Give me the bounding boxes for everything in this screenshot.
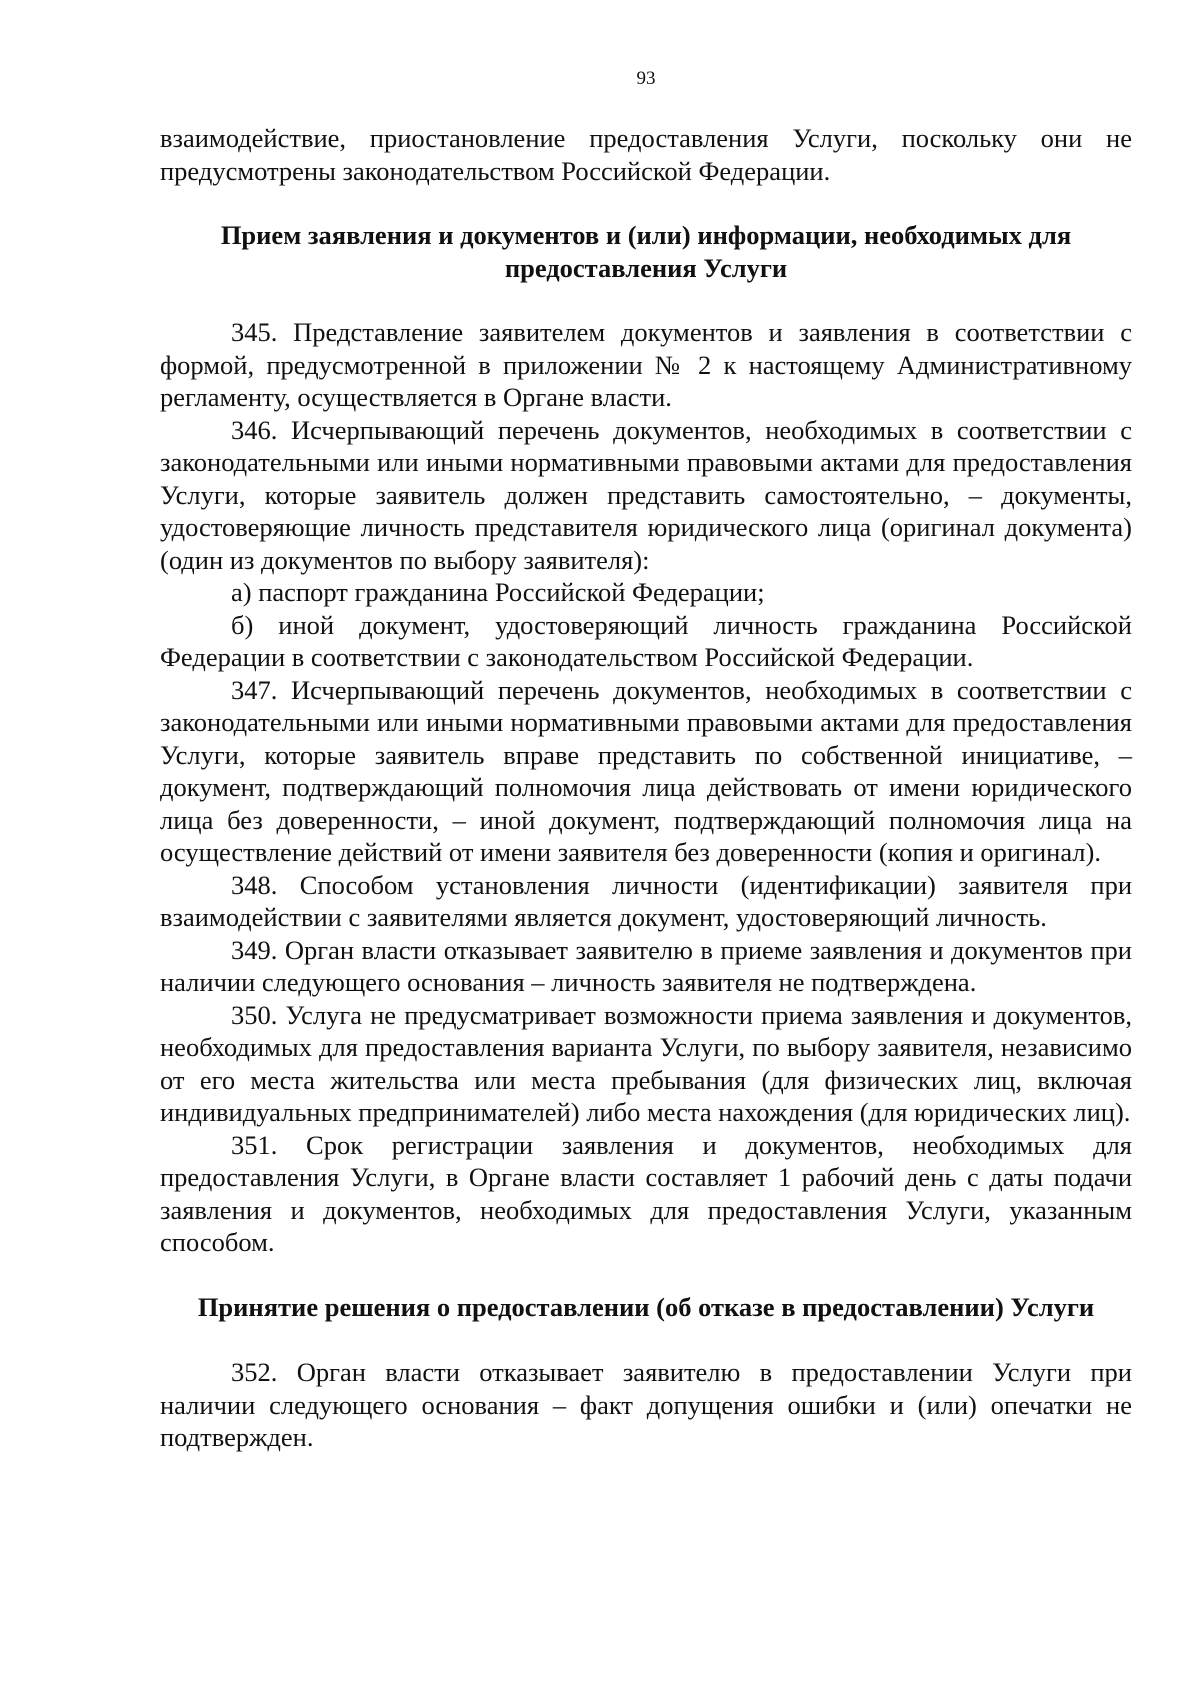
paragraph-352: 352. Орган власти отказывает заявителю в предоставлении Услуги при наличии следующего основания – факт допущения ошибки и (или) опечатки не подтвержден. <box>160 1357 1132 1452</box>
paragraph-351: 351. Срок регистрации заявления и документов, необходимых для предоставления Услуги, в Органе власти составляет 1 рабочий день с даты подачи заявления и документов, необходимых для предоставления Услуги, указанным способом. <box>160 1129 1132 1257</box>
section-heading-application-intake: Прием заявления и документов и (или) информации, необходимых для предоставления Услуги <box>220 220 1072 283</box>
document-page <box>160 60 1132 1454</box>
paragraph-350: 350. Услуга не предусматривает возможности приема заявления и документов, необходимых для предоставления варианта Услуги, по выбору заявителя, независимо от его места жительства или места пребывания (для физических лиц, включая индивидуальных предпринимателей) либо места нахождения (для юридических лиц). <box>160 999 1132 1127</box>
page-number: 93 <box>636 68 656 89</box>
list-item-a: а) паспорт гражданина Российской Федерации; <box>231 577 765 607</box>
paragraph-348: 348. Способом установления личности (идентификации) заявителя при взаимодействии с заявителями является документ, удостоверяющий личность. <box>160 869 1132 932</box>
paragraph-349: 349. Орган власти отказывает заявителю в приеме заявления и документов при наличии следующего основания – личность заявителя не подтверждена. <box>160 934 1132 997</box>
intro-paragraph: взаимодействие, приостановление предоставления Услуги, поскольку они не предусмотрены законодательством Российской Федерации. <box>160 123 1132 186</box>
paragraph-345: 345. Представление заявителем документов и заявления в соответствии с формой, предусмотренной в приложении № 2 к настоящему Административному регламенту, осуществляется в Органе власти. <box>160 317 1132 412</box>
paragraph-347: 347. Исчерпывающий перечень документов, необходимых в соответствии с законодательными или иными нормативными правовыми актами для предоставления Услуги, которые заявитель вправе представить по собственной инициативе, – документ, подтверждающий полномочия лица действовать от имени юридического лица без доверенности, – иной документ, подтверждающий полномочия лица на осуществление действий от имени заявителя без доверенности (копия и оригинал). <box>160 674 1132 867</box>
list-item-b: б) иной документ, удостоверяющий личность гражданина Российской Федерации в соответствии с законодательством Российской Федерации. <box>160 609 1132 672</box>
section-heading-decision: Принятие решения о предоставлении (об отказе в предоставлении) Услуги <box>197 1291 1095 1322</box>
paragraph-346: 346. Исчерпывающий перечень документов, необходимых в соответствии с законодательными или иными нормативными правовыми актами для предоставления Услуги, которые заявитель должен представить самостоятельно, – документы, удостоверяющие личность представителя юридического лица (оригинал документа) (один из документов по выбору заявителя): <box>160 414 1132 575</box>
